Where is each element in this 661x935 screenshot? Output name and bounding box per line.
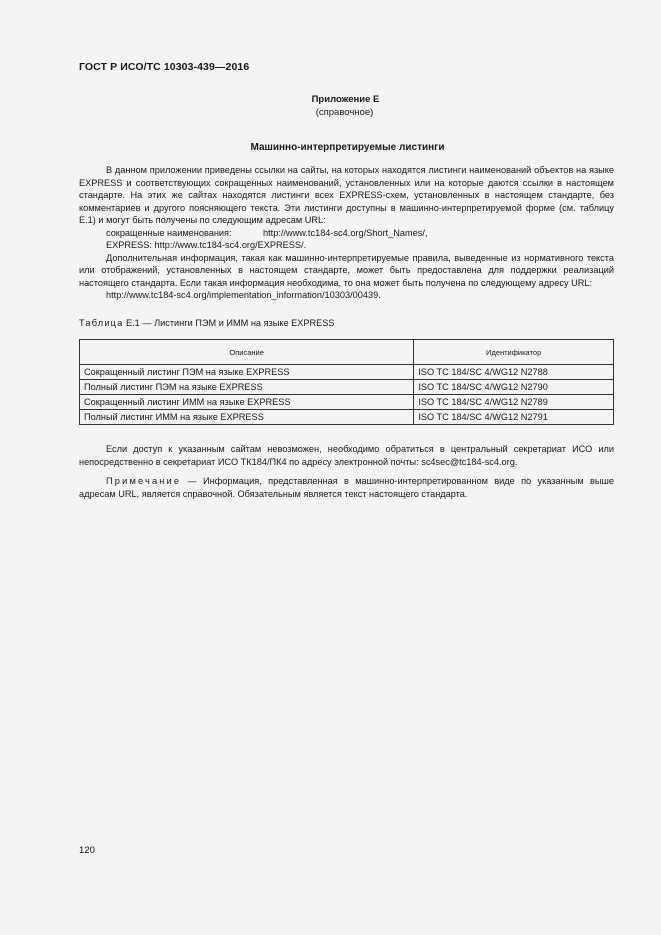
url-implementation[interactable]: http://www.tc184-sc4.org/implementation_information/10303/00439.	[106, 290, 381, 300]
document-header: ГОСТ Р ИСО/ТС 10303-439—2016	[79, 61, 250, 73]
paragraph-additional: Дополнительная информация, такая как машинно-интерпретируемые правила, выведенные из нормативного текста или отображений, установленных в настоящем стандарте, может быть предоставлена для поддержки реализаций настоящего стандарта. Если такая информация необходима, то она может быть получена по следующему адресу URL:	[79, 252, 614, 288]
column-header-identifier: Идентификатор	[414, 340, 614, 365]
table-cell-identifier: ISO TC 184/SC 4/WG12 N2789	[414, 395, 614, 410]
body-text	[79, 164, 614, 302]
column-header-description: Описание	[80, 340, 414, 365]
paragraph-contact: Если доступ к указанным сайтам невозможен, необходимо обратиться в центральный секретариат ИСО или непосредственно в секретариат ИСО ТК184/ПК4 по адресу электронной почты: sc4sec@tc184-sc4.org.	[79, 444, 614, 467]
table-cell-description: Полный листинг ИММ на языке EXPRESS	[80, 410, 414, 425]
table-row	[80, 365, 614, 380]
table-cell-description: Полный листинг ПЭМ на языке EXPRESS	[80, 380, 414, 395]
table-row	[80, 380, 614, 395]
table-row	[80, 395, 614, 410]
table-caption-text: Е.1 — Листинги ПЭМ и ИММ на языке EXPRESS	[123, 318, 335, 328]
page-number: 120	[79, 845, 95, 856]
url-short-label: сокращенные наименования:	[106, 227, 232, 238]
appendix-title: Приложение Е	[311, 94, 380, 105]
url-express[interactable]: EXPRESS: http://www.tc184-sc4.org/EXPRESS/.	[106, 240, 307, 250]
listings-table	[79, 339, 614, 425]
table-cell-identifier: ISO TC 184/SC 4/WG12 N2790	[414, 380, 614, 395]
table-cell-identifier: ISO TC 184/SC 4/WG12 N2791	[414, 410, 614, 425]
table-cell-description: Сокращенный листинг ПЭМ на языке EXPRESS	[80, 365, 414, 380]
table-cell-description: Сокращенный листинг ИММ на языке EXPRESS	[80, 395, 414, 410]
url-short-names	[79, 227, 614, 240]
after-table-text	[79, 443, 614, 500]
appendix-subtitle: (справочное)	[315, 107, 374, 118]
table-header-row	[80, 340, 614, 365]
table-caption	[79, 318, 335, 328]
table-cell-identifier: ISO TC 184/SC 4/WG12 N2788	[414, 365, 614, 380]
table-caption-prefix: Таблица	[79, 318, 124, 328]
note-label: Примечание	[106, 476, 182, 486]
paragraph-intro: В данном приложении приведены ссылки на сайты, на которых находятся листинги наименований объектов на языке EXPRESS и соответствующих сокращенных наименований, установленных или на которые даются ссылки в настоящем стандарте. На этих же сайтах находятся листинги всех EXPRESS-схем, установленных в настоящем стандарте, без комментариев и другого поясняющего текста. Эти листинги доступны в машинно-интерпретируемой форме (см. таблицу Е.1) и могут быть получены по следующим адресам URL:	[79, 165, 614, 225]
note	[79, 475, 614, 500]
note-text: — Информация, представленная в машинно-интерпретированном виде по указанным выше адресам URL, является справочной. Обязательным является текст настоящего стандарта.	[79, 476, 614, 499]
table-row	[80, 410, 614, 425]
appendix-heading	[0, 93, 661, 119]
url-short-link[interactable]: http://www.tc184-sc4.org/Short_Names/,	[263, 227, 428, 238]
section-title: Машинно-интерпретируемые листинги	[250, 142, 445, 153]
